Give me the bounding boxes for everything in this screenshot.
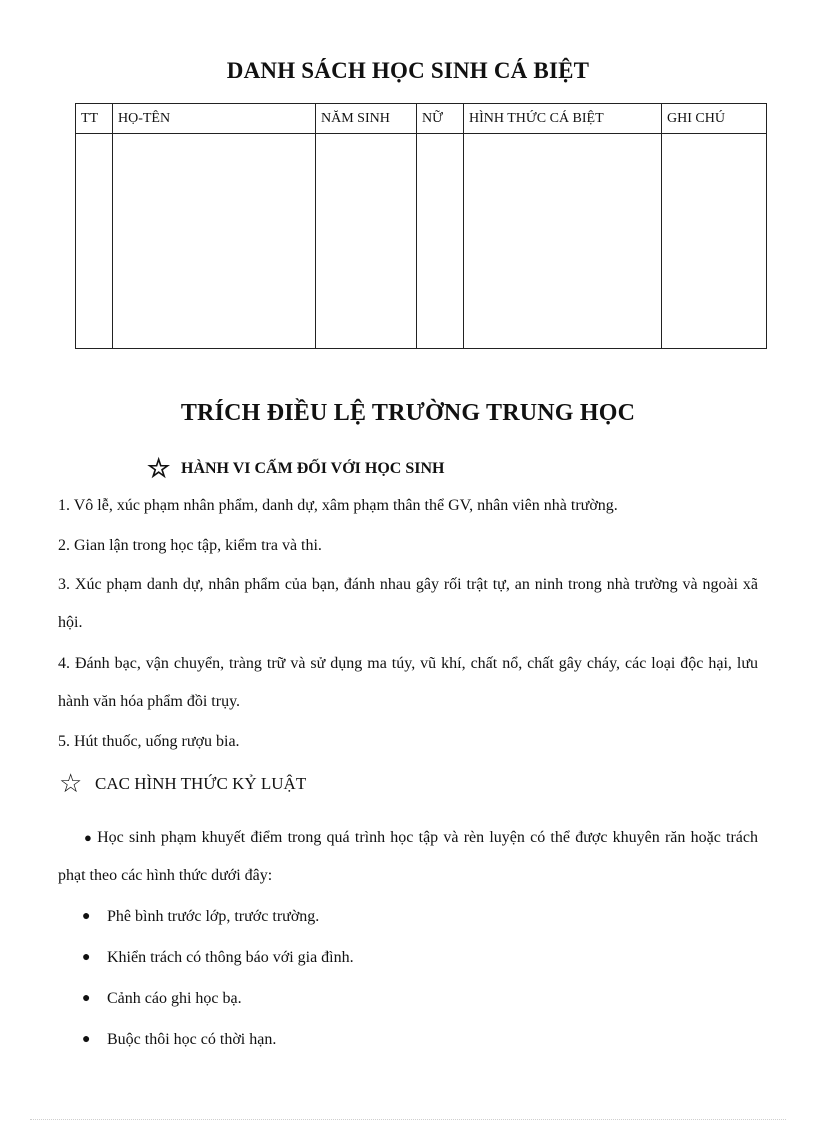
list-item bbox=[82, 978, 354, 1019]
list-item-text: Phê bình trước lớp, trước trường. bbox=[107, 907, 320, 925]
bullet-icon: ● bbox=[82, 1031, 91, 1047]
rule-item: 4. Đánh bạc, vận chuyển, tràng trữ và sử dụng ma túy, vũ khí, chất nổ, chất gây cháy, các loại độc hại, lưu hành văn hóa phẩm đồi trụy. bbox=[58, 655, 758, 710]
star-outline-icon: ☆ bbox=[147, 454, 171, 483]
list-item bbox=[82, 1019, 354, 1060]
rule-item: 1. Vô lễ, xúc phạm nhân phẩm, danh dự, xâm phạm thân thể GV, nhân viên nhà trường. bbox=[58, 497, 618, 514]
table-cell bbox=[662, 134, 767, 349]
rule-item: 3. Xúc phạm danh dự, nhân phẩm của bạn, đánh nhau gây rối trật tự, an ninh trong nhà trường và ngoài xã hội. bbox=[58, 576, 758, 631]
table-cell bbox=[113, 134, 316, 349]
header-nam-sinh: NĂM SINH bbox=[316, 104, 417, 134]
list-title: DANH SÁCH HỌC SINH CÁ BIỆT bbox=[226, 58, 590, 83]
star-outline-icon: ☆ bbox=[59, 769, 83, 798]
discipline-intro bbox=[58, 819, 758, 895]
header-nu: NỮ bbox=[417, 104, 464, 134]
student-table bbox=[75, 103, 767, 349]
discipline-intro-text: Học sinh phạm khuyết điểm trong quá trình học tập và rèn luyện có thể được khuyên răn hoặc trách phạt theo các hình thức dưới đây: bbox=[58, 829, 759, 884]
bullet-icon: ● bbox=[82, 990, 91, 1006]
section-prohibited-heading bbox=[147, 456, 444, 482]
list-item-text: Khiển trách có thông báo với gia đình. bbox=[107, 948, 354, 966]
header-tt: TT bbox=[76, 104, 113, 134]
table-cell bbox=[316, 134, 417, 349]
rule-item: 2. Gian lận trong học tập, kiểm tra và thi. bbox=[58, 537, 322, 554]
table-cell bbox=[417, 134, 464, 349]
rule-item: 5. Hút thuốc, uống rượu bia. bbox=[58, 733, 240, 750]
table-cell bbox=[464, 134, 662, 349]
header-ho-ten: HỌ-TÊN bbox=[113, 104, 316, 134]
table-cell bbox=[76, 134, 113, 349]
header-hinh-thuc: HÌNH THỨC CÁ BIỆT bbox=[464, 104, 662, 134]
bullet-icon: ● bbox=[82, 908, 91, 924]
table-row bbox=[76, 134, 767, 349]
bullet-icon: ● bbox=[82, 949, 91, 965]
list-item-text: Buộc thôi học có thời hạn. bbox=[107, 1030, 277, 1048]
section-heading-text: CAC HÌNH THỨC KỶ LUẬT bbox=[95, 774, 307, 793]
bullet-icon: ● bbox=[84, 830, 94, 845]
list-item-text: Cảnh cáo ghi học bạ. bbox=[107, 989, 242, 1007]
regulation-title: TRÍCH ĐIỀU LỆ TRƯỜNG TRUNG HỌC bbox=[180, 400, 636, 426]
page-divider bbox=[30, 1119, 786, 1120]
section-discipline-heading bbox=[59, 771, 306, 797]
table-header-row bbox=[76, 104, 767, 134]
list-item bbox=[82, 896, 354, 937]
header-ghi-chu: GHI CHÚ bbox=[662, 104, 767, 134]
list-item bbox=[82, 937, 354, 978]
discipline-list bbox=[82, 896, 354, 1060]
section-heading-text: HÀNH VI CẤM ĐỐI VỚI HỌC SINH bbox=[181, 460, 445, 477]
